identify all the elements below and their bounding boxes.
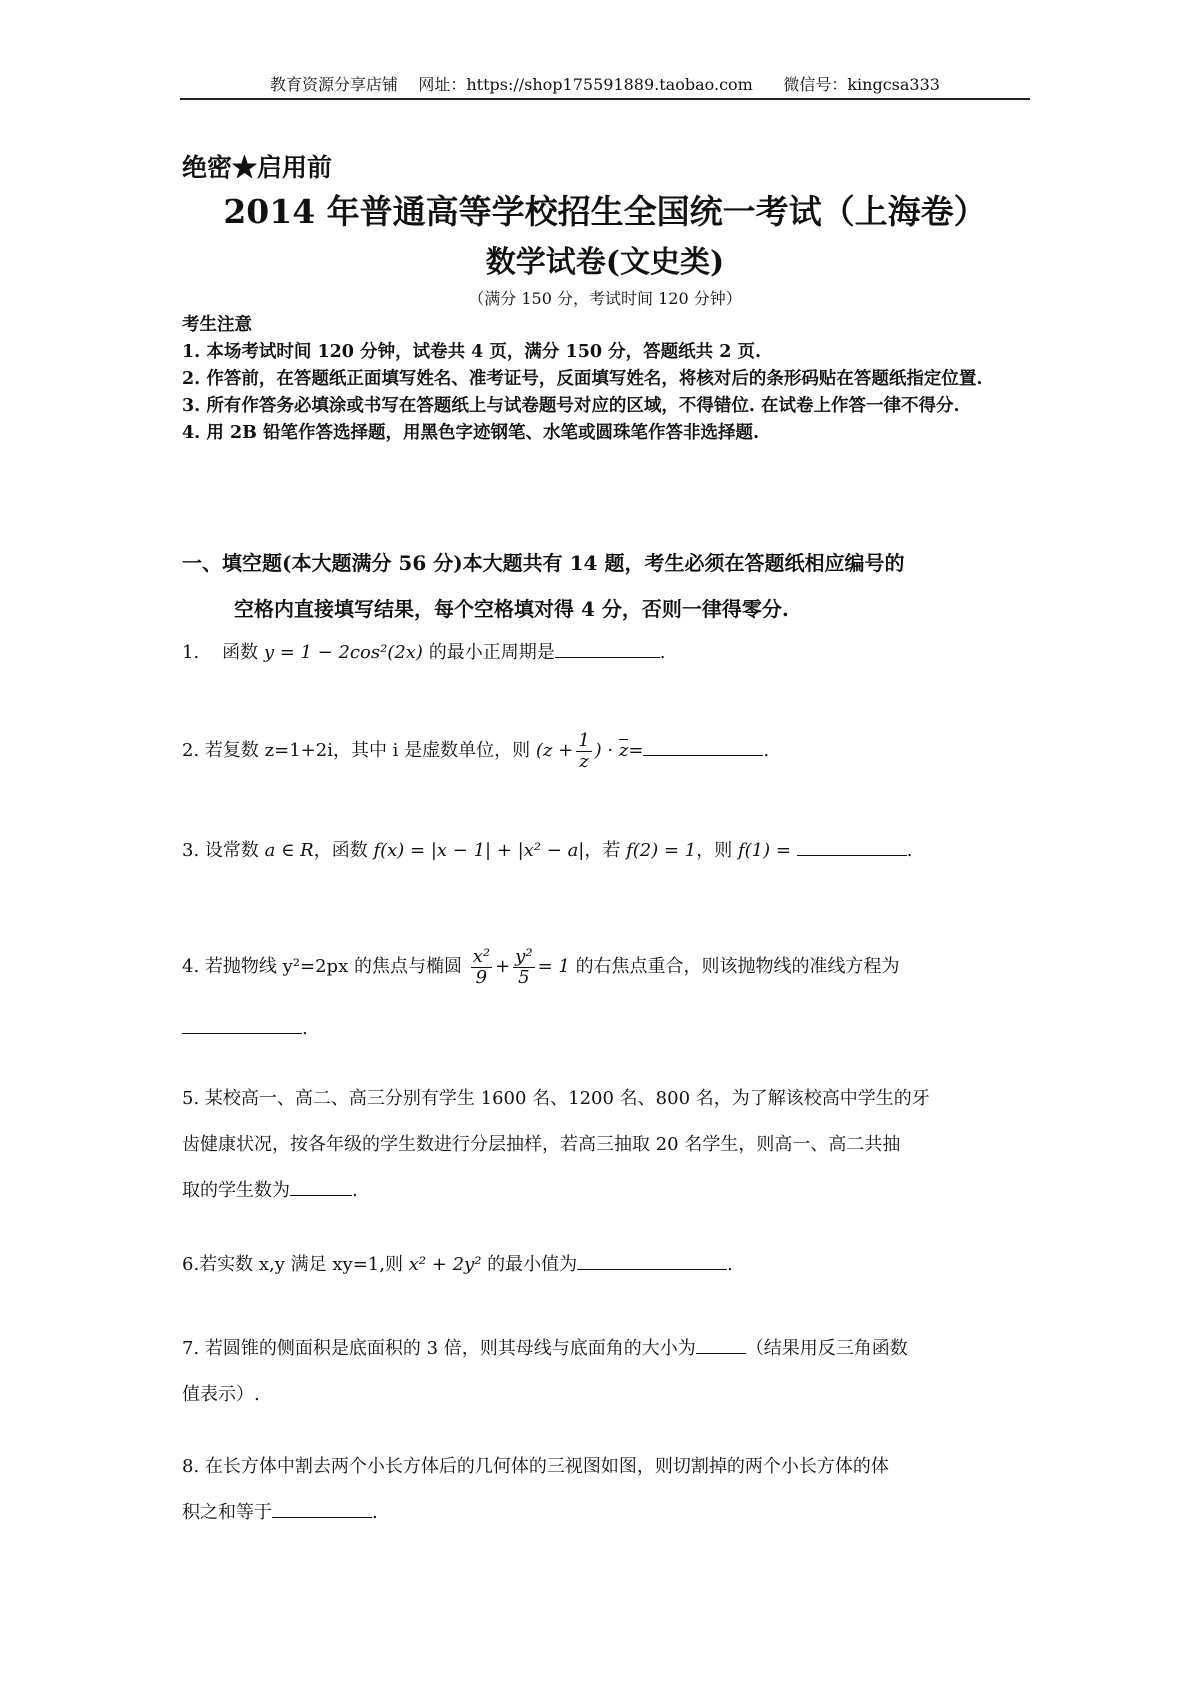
shop-url: 网址：https://shop175591889.taobao.com bbox=[418, 75, 753, 94]
exam-info: （满分 150 分，考试时间 120 分钟） bbox=[468, 289, 742, 308]
notice-item: 3. 所有作答务必填涂或书写在答题纸上与试卷题号对应的区域，不得错位. 在试卷上作答一律不得分. bbox=[182, 396, 960, 416]
answer-blank[interactable] bbox=[555, 639, 660, 658]
punct: . bbox=[302, 1018, 308, 1039]
question-8 bbox=[182, 1444, 1032, 1536]
exam-title: 2014 年普通高等学校招生全国统一考试（上海卷） bbox=[223, 192, 987, 231]
answer-blank[interactable] bbox=[272, 1499, 372, 1518]
page-header bbox=[180, 72, 1030, 95]
question-1 bbox=[182, 630, 1032, 676]
question-text: 设常数 bbox=[204, 840, 259, 861]
question-number: 4. bbox=[182, 956, 200, 977]
wechat-id: 微信号：kingcsa333 bbox=[783, 75, 940, 94]
notice-heading: 考生注意 bbox=[182, 315, 252, 335]
formula: $\frac{\text{x²}}{9}$ + $\frac{\text{y²}}{5}$ = 1 bbox=[472, 945, 570, 988]
question-5 bbox=[182, 1076, 1032, 1214]
question-text: 5. 某校高一、高二、高三分别有学生 1600 名、1200 名、800 名，为了解该校高中学生的牙 bbox=[182, 1088, 930, 1109]
section-1-line: 空格内直接填写结果，每个空格填对得 4 分，否则一律得零分. bbox=[234, 597, 789, 621]
question-text: 若抛物线 y²=2px 的焦点与椭圆 bbox=[204, 956, 462, 977]
question-4 bbox=[182, 944, 1032, 990]
formula: f(1) = bbox=[737, 840, 791, 861]
formula: a ∈ R bbox=[264, 840, 314, 861]
question-text: 的最小正周期是 bbox=[428, 642, 555, 663]
answer-blank[interactable] bbox=[797, 837, 907, 856]
exam-subject: 数学试卷(文史类) bbox=[485, 245, 725, 280]
notice-block bbox=[182, 312, 1032, 447]
question-7 bbox=[182, 1326, 1032, 1418]
answer-blank[interactable] bbox=[696, 1335, 746, 1354]
question-4-answer bbox=[182, 1006, 1032, 1052]
question-text: 的最小值为 bbox=[487, 1254, 578, 1275]
section-1-line: 一、填空题(本大题满分 56 分)本大题共有 14 题，考生必须在答题纸相应编号的 bbox=[182, 551, 905, 575]
question-6 bbox=[182, 1242, 1032, 1288]
notice-item: 1. 本场考试时间 120 分钟，试卷共 4 页，满分 150 分，答题纸共 2 页. bbox=[182, 342, 762, 362]
punct: . bbox=[659, 642, 666, 663]
formula: y = 1 − 2cos²(2x) bbox=[263, 642, 423, 663]
question-text: 8. 在长方体中割去两个小长方体后的几何体的三视图如图，则切割掉的两个小长方体的体 bbox=[182, 1456, 889, 1477]
punct: . bbox=[372, 1502, 378, 1523]
question-number: 1. bbox=[182, 642, 200, 663]
question-text: ，函数 bbox=[313, 840, 368, 861]
answer-blank[interactable] bbox=[290, 1177, 352, 1196]
secret-label: 绝密★启用前 bbox=[182, 153, 333, 182]
question-text: 若复数 z=1+2i，其中 i 是虚数单位，则 bbox=[204, 740, 531, 761]
punct: . bbox=[727, 1254, 733, 1275]
question-text: （结果用反三角函数 bbox=[745, 1338, 908, 1359]
question-text: 取的学生数为 bbox=[182, 1180, 290, 1201]
question-text: 6.若实数 x,y 满足 xy=1,则 bbox=[182, 1254, 403, 1275]
question-text: 值表示）. bbox=[182, 1384, 260, 1405]
header-rule bbox=[180, 98, 1030, 100]
formula: f(2) = 1 bbox=[626, 840, 697, 861]
answer-blank[interactable] bbox=[182, 1015, 302, 1034]
shop-name: 教育资源分享店铺 bbox=[270, 75, 399, 94]
question-text: ，若 bbox=[584, 840, 621, 861]
question-text: 积之和等于 bbox=[182, 1502, 272, 1523]
punct: . bbox=[763, 740, 770, 761]
punct: . bbox=[352, 1180, 358, 1201]
answer-blank[interactable] bbox=[643, 737, 763, 756]
punct: . bbox=[906, 840, 913, 861]
question-number: 2. bbox=[182, 740, 200, 761]
formula: f(x) = |x − 1| + |x² − a| bbox=[373, 840, 585, 861]
question-text: 的右焦点重合，则该抛物线的准线方程为 bbox=[575, 956, 900, 977]
formula: x² + 2y² bbox=[408, 1254, 482, 1275]
question-text: 函数 bbox=[222, 642, 259, 663]
formula: (z + $\frac{1}{z}$ ) · z bbox=[535, 729, 629, 772]
notice-item: 4. 用 2B 铅笔作答选择题，用黑色字迹钢笔、水笔或圆珠笔作答非选择题. bbox=[182, 423, 760, 443]
answer-blank[interactable] bbox=[577, 1251, 727, 1270]
question-text: 7. 若圆锥的侧面积是底面积的 3 倍，则其母线与底面角的大小为 bbox=[182, 1338, 696, 1359]
section-1-heading bbox=[182, 540, 1032, 632]
question-2: 2. 若复数 z=1+2i，其中 i 是虚数单位，则 (z + $\frac{1}{z}$ ) · z= . bbox=[182, 729, 770, 772]
question-3: 3. 设常数 a ∈ R，函数 f(x) = |x − 1| + |x² − a|，若 f(2) = 1，则 f(1) = . bbox=[182, 828, 1032, 874]
notice-item: 2. 作答前，在答题纸正面填写姓名、准考证号，反面填写姓名，将核对后的条形码贴在答题纸指定位置. bbox=[182, 369, 983, 389]
question-text: ，则 bbox=[696, 840, 733, 861]
question-text: 齿健康状况，按各年级的学生数进行分层抽样，若高三抽取 20 名学生，则高一、高二共抽 bbox=[182, 1134, 901, 1155]
